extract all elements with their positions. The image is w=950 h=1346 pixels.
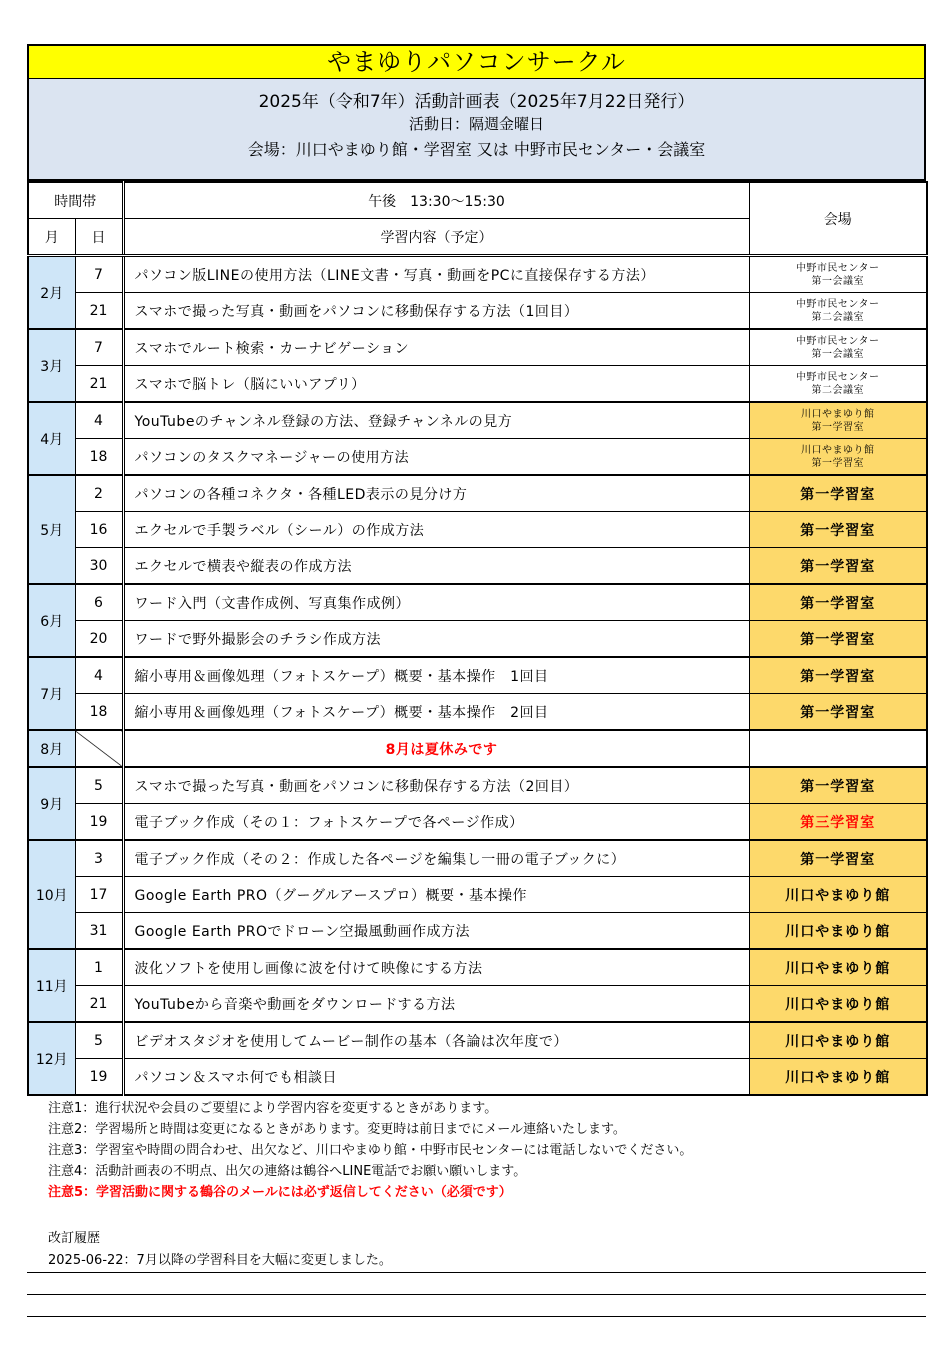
table-row (28, 694, 927, 731)
day-cell: 18 (75, 439, 123, 476)
day-cell: 7 (75, 256, 123, 293)
table-row (28, 293, 927, 330)
month-cell: 6月 (28, 584, 75, 657)
table-row (28, 1022, 927, 1059)
month-cell: 7月 (28, 657, 75, 730)
table-row (28, 840, 927, 877)
content-cell: スマホでルート検索・カーナビゲーション (123, 329, 749, 366)
venue-cell: 第一学習室 (749, 475, 927, 512)
venue-building: 中野市民センター (795, 335, 880, 347)
venue-cell: 川口やまゆり館 (749, 986, 927, 1023)
venue-cell: 第一学習室 (749, 657, 927, 694)
venue-building: 中野市民センター (795, 371, 880, 383)
history-rule-3 (27, 1316, 926, 1317)
venue-cell: 第一学習室 (749, 767, 927, 804)
table-row (28, 621, 927, 658)
venue-cell (749, 366, 927, 403)
day-cell: 19 (75, 804, 123, 841)
venue-building: 川口やまゆり館 (801, 408, 875, 420)
header-block (27, 79, 926, 181)
history-rule-1 (27, 1272, 926, 1273)
venue-room: 第二会議室 (811, 384, 864, 396)
month-cell: 2月 (28, 256, 75, 330)
content-cell: YouTubeのチャンネル登録の方法、登録チャンネルの見方 (123, 402, 749, 439)
content-cell: パソコン版LINEの使用方法（LINE文書・写真・動画をPCに直接保存する方法） (123, 256, 749, 293)
note-2: 注意2：学習場所と時間は変更になるときがあります。変更時は前日までにメール連絡いたします。 (48, 1122, 626, 1137)
venue-cell: 第一学習室 (749, 512, 927, 548)
venue-building: 川口やまゆり館 (801, 444, 875, 456)
venue-header: 会場 (749, 182, 927, 256)
day-cell: 18 (75, 694, 123, 731)
venue-room: 第一学習室 (811, 421, 864, 433)
month-cell: 4月 (28, 402, 75, 475)
month-cell: 8月 (28, 730, 75, 767)
day-cell: 30 (75, 548, 123, 585)
day-cell: 2 (75, 475, 123, 512)
content-cell: ワードで野外撮影会のチラシ作成方法 (123, 621, 749, 658)
day-cell: 5 (75, 1022, 123, 1059)
table-row (28, 402, 927, 439)
timeslot-header: 時間帯 (28, 182, 123, 219)
venue-cell: 川口やまゆり館 (749, 913, 927, 950)
day-cell: 7 (75, 329, 123, 366)
venue-cell (749, 329, 927, 366)
table-row (28, 256, 927, 293)
content-cell: パソコン＆スマホ何でも相談日 (123, 1059, 749, 1096)
month-cell: 3月 (28, 329, 75, 402)
venue-room: 第一学習室 (811, 457, 864, 469)
venue-cell: 第一学習室 (749, 694, 927, 731)
content-cell: 電子ブック作成（その２：作成した各ページを編集し一冊の電子ブックに） (123, 840, 749, 877)
content-cell: ビデオスタジオを使用してムービー制作の基本（各論は次年度で） (123, 1022, 749, 1059)
day-header: 日 (75, 219, 123, 256)
content-header: 学習内容（予定） (123, 219, 749, 256)
table-row (28, 877, 927, 913)
table-row (28, 730, 927, 767)
note-5: 注意5：学習活動に関する鶴谷のメールには必ず返信してください（必須です） (48, 1185, 512, 1200)
month-cell: 12月 (28, 1022, 75, 1095)
day-cell: 21 (75, 366, 123, 403)
table-row (28, 804, 927, 841)
venue-cell: 第一学習室 (749, 548, 927, 585)
venue-cell: 川口やまゆり館 (749, 877, 927, 913)
content-cell: スマホで脳トレ（脳にいいアプリ） (123, 366, 749, 403)
month-cell: 9月 (28, 767, 75, 840)
day-cell: 4 (75, 657, 123, 694)
day-cell: 21 (75, 986, 123, 1023)
venue-cell: 川口やまゆり館 (749, 949, 927, 986)
header-line-venue: 会場：川口やまゆり館・学習室 又は 中野市民センター・会議室 (247, 140, 706, 159)
schedule-table (27, 181, 928, 1096)
schedule-rows (28, 256, 927, 1096)
revision-history (48, 1228, 392, 1272)
table-row (28, 949, 927, 986)
content-cell: スマホで撮った写真・動画をパソコンに移動保存する方法（1回目） (123, 293, 749, 330)
venue-cell: 川口やまゆり館 (749, 1059, 927, 1096)
history-entry: 2025-06-22：7月以降の学習科目を大幅に変更しました。 (48, 1253, 392, 1268)
header-line-plan: 2025年（令和7年）活動計画表（2025年7月22日発行） (258, 92, 695, 112)
month-cell: 11月 (28, 949, 75, 1022)
table-row (28, 584, 927, 621)
day-cell: 1 (75, 949, 123, 986)
venue-room: 第二会議室 (811, 311, 864, 323)
venue-cell: 第一学習室 (749, 840, 927, 877)
table-row (28, 986, 927, 1023)
day-cell: 20 (75, 621, 123, 658)
table-header-row-1 (28, 182, 927, 219)
venue-cell: 第三学習室 (749, 804, 927, 841)
content-cell: スマホで撮った写真・動画をパソコンに移動保存する方法（2回目） (123, 767, 749, 804)
venue-cell (749, 293, 927, 330)
venue-cell-empty (749, 730, 927, 767)
notes-block (48, 1098, 692, 1203)
table-row (28, 329, 927, 366)
content-cell: YouTubeから音楽や動画をダウンロードする方法 (123, 986, 749, 1023)
table-row (28, 439, 927, 476)
venue-cell: 第一学習室 (749, 584, 927, 621)
day-cell: 19 (75, 1059, 123, 1096)
note-1: 注意1：進行状況や会員のご要望により学習内容を変更するときがあります。 (48, 1101, 498, 1116)
table-row (28, 767, 927, 804)
venue-cell: 川口やまゆり館 (749, 1022, 927, 1059)
day-cell-empty (75, 730, 123, 767)
schedule-sheet (27, 44, 926, 1096)
venue-building: 中野市民センター (795, 262, 880, 274)
table-row (28, 657, 927, 694)
day-cell: 6 (75, 584, 123, 621)
day-cell: 16 (75, 512, 123, 548)
month-header: 月 (28, 219, 75, 256)
venue-cell (749, 439, 927, 476)
history-rule-2 (27, 1294, 926, 1295)
day-cell: 17 (75, 877, 123, 913)
day-cell: 5 (75, 767, 123, 804)
content-cell: 縮小専用＆画像処理（フォトスケープ）概要・基本操作 2回目 (123, 694, 749, 731)
venue-cell: 第一学習室 (749, 621, 927, 658)
table-row (28, 366, 927, 403)
venue-building: 中野市民センター (795, 298, 880, 310)
note-4: 注意4：活動計画表の不明点、出欠の連絡は鶴谷へLINE電話でお願い願いします。 (48, 1164, 527, 1179)
day-cell: 4 (75, 402, 123, 439)
content-cell: パソコンの各種コネクタ・各種LED表示の見分け方 (123, 475, 749, 512)
table-row (28, 1059, 927, 1096)
content-cell: Google Earth PROでドローン空撮風動画作成方法 (123, 913, 749, 950)
venue-cell (749, 402, 927, 439)
table-row (28, 475, 927, 512)
content-cell: エクセルで横表や縦表の作成方法 (123, 548, 749, 585)
content-cell: 波化ソフトを使用し画像に波を付けて映像にする方法 (123, 949, 749, 986)
summer-break-notice: 8月は夏休みです (123, 730, 749, 767)
venue-room: 第一会議室 (811, 275, 864, 287)
note-3: 注意3：学習室や時間の問合わせ、出欠など、川口やまゆり館・中野市民センターには電話しないでください。 (48, 1143, 693, 1158)
venue-cell (749, 256, 927, 293)
month-cell: 5月 (28, 475, 75, 584)
content-cell: 電子ブック作成（その１：フォトスケープで各ページ作成） (123, 804, 749, 841)
content-cell: Google Earth PRO（グーグルアースプロ）概要・基本操作 (123, 877, 749, 913)
history-title: 改訂履歴 (48, 1231, 101, 1246)
table-row (28, 512, 927, 548)
table-row (28, 913, 927, 950)
day-cell: 21 (75, 293, 123, 330)
day-cell: 3 (75, 840, 123, 877)
table-row (28, 548, 927, 585)
content-cell: エクセルで手製ラベル（シール）の作成方法 (123, 512, 749, 548)
content-cell: パソコンのタスクマネージャーの使用方法 (123, 439, 749, 476)
content-cell: 縮小専用＆画像処理（フォトスケープ）概要・基本操作 1回目 (123, 657, 749, 694)
header-line-activity-day: 活動日：隔週金曜日 (408, 115, 544, 133)
day-cell: 31 (75, 913, 123, 950)
venue-room: 第一会議室 (811, 348, 864, 360)
page-title: やまゆりパソコンサークル (27, 44, 926, 79)
content-cell: ワード入門（文書作成例、写真集作成例） (123, 584, 749, 621)
time-header: 午後 13:30～15:30 (123, 182, 749, 219)
month-cell: 10月 (28, 840, 75, 949)
